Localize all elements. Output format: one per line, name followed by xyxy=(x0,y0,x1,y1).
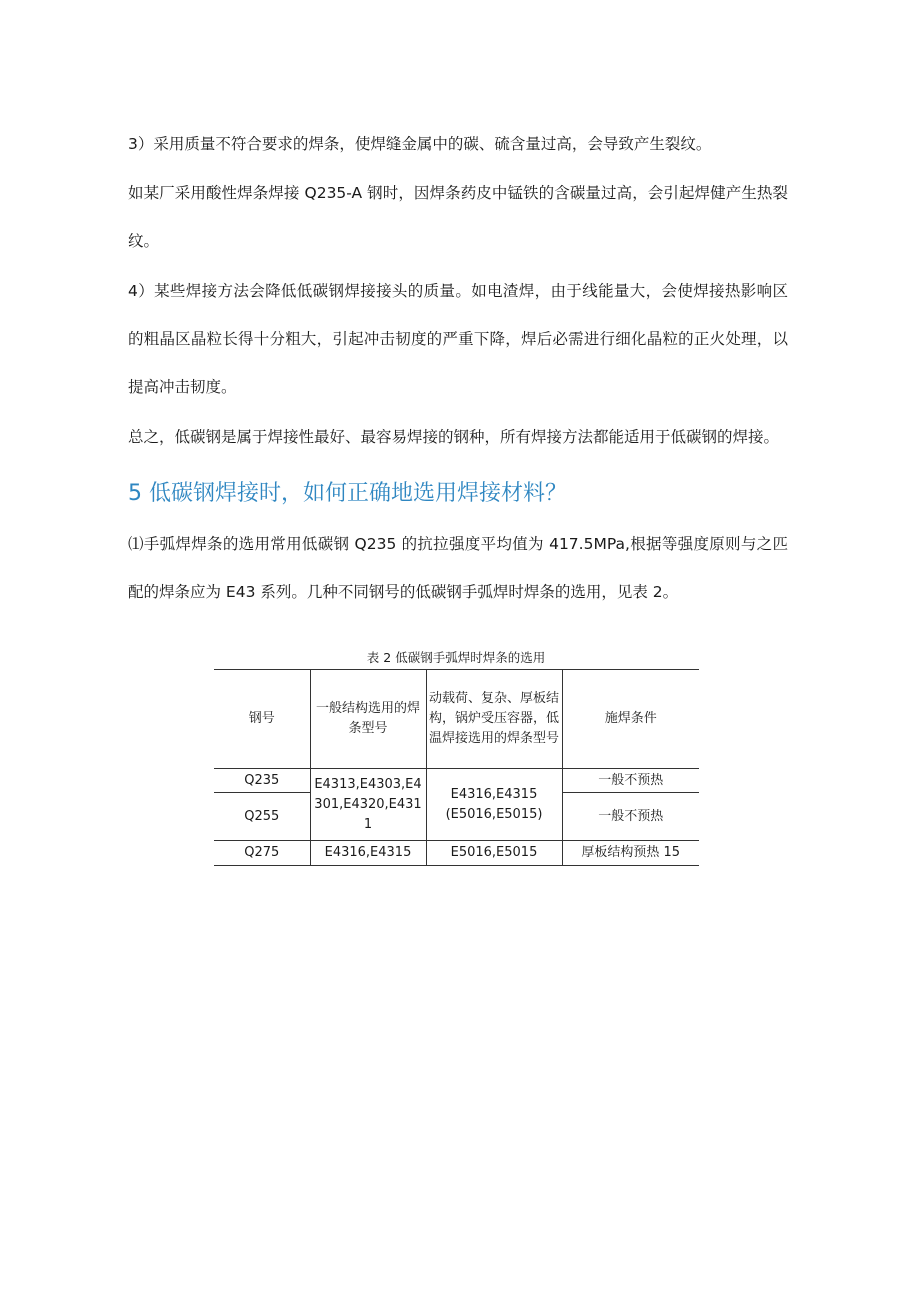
table-header-row xyxy=(214,670,699,769)
special-electrode-cell: E4316,E4315 (E5016,E5015) xyxy=(426,769,562,841)
welding-condition-cell: 一般不预热 xyxy=(562,769,699,793)
steel-grade-cell: Q275 xyxy=(214,841,310,866)
steel-grade-cell: Q255 xyxy=(214,793,310,841)
table-row xyxy=(214,841,699,866)
table-caption: 表 2 低碳钢手弧焊时焊条的选用 xyxy=(366,650,546,665)
paragraph-summary: 总之，低碳钢是属于焊接性最好、最容易焊接的钢种，所有焊接方法都能适用于低碳钢的焊接。 xyxy=(128,428,780,446)
table-row xyxy=(214,769,699,793)
steel-grade-cell: Q235 xyxy=(214,769,310,793)
header-special-electrode: 动载荷、复杂、厚板结构，锅炉受压容器，低温焊接选用的焊条型号 xyxy=(426,670,562,769)
welding-condition-cell: 一般不预热 xyxy=(562,793,699,841)
header-welding-condition: 施焊条件 xyxy=(562,670,699,769)
general-electrode-cell: E4313,E4303,E4301,E4320,E4311 xyxy=(310,769,426,841)
section-heading: 5 低碳钢焊接时，如何正确地选用焊接材料？ xyxy=(128,481,567,506)
header-general-electrode: 一般结构选用的焊条型号 xyxy=(310,670,426,769)
paragraph-electrode-selection: ⑴手弧焊焊条的选用常用低碳钢 Q235 的抗拉强度平均值为 417.5MPa,根据等强度原则与之匹配的焊条应为 E43 系列。几种不同钢号的低碳钢手弧焊时焊条的选用，见表 2。 xyxy=(128,535,788,601)
general-electrode-cell: E4316,E4315 xyxy=(310,841,426,866)
welding-condition-cell: 厚板结构预热 15 xyxy=(562,841,699,866)
paragraph-item-3: 3）采用质量不符合要求的焊条，使焊缝金属中的碳、硫含量过高，会导致产生裂纹。 xyxy=(128,135,712,153)
electrode-selection-table xyxy=(214,669,699,866)
special-electrode-cell: E5016,E5015 xyxy=(426,841,562,866)
paragraph-example: 如某厂采用酸性焊条焊接 Q235-A 钢时，因焊条药皮中锰铁的含碳量过高，会引起焊健产生热裂纹。 xyxy=(128,184,788,250)
paragraph-item-4: 4）某些焊接方法会降低低碳钢焊接接头的质量。如电渣焊，由于线能量大，会使焊接热影响区的粗晶区晶粒长得十分粗大，引起冲击韧度的严重下降，焊后必需进行细化晶粒的正火处理，以提高冲击韧度。 xyxy=(128,282,788,396)
header-steel-grade: 钢号 xyxy=(214,670,310,769)
